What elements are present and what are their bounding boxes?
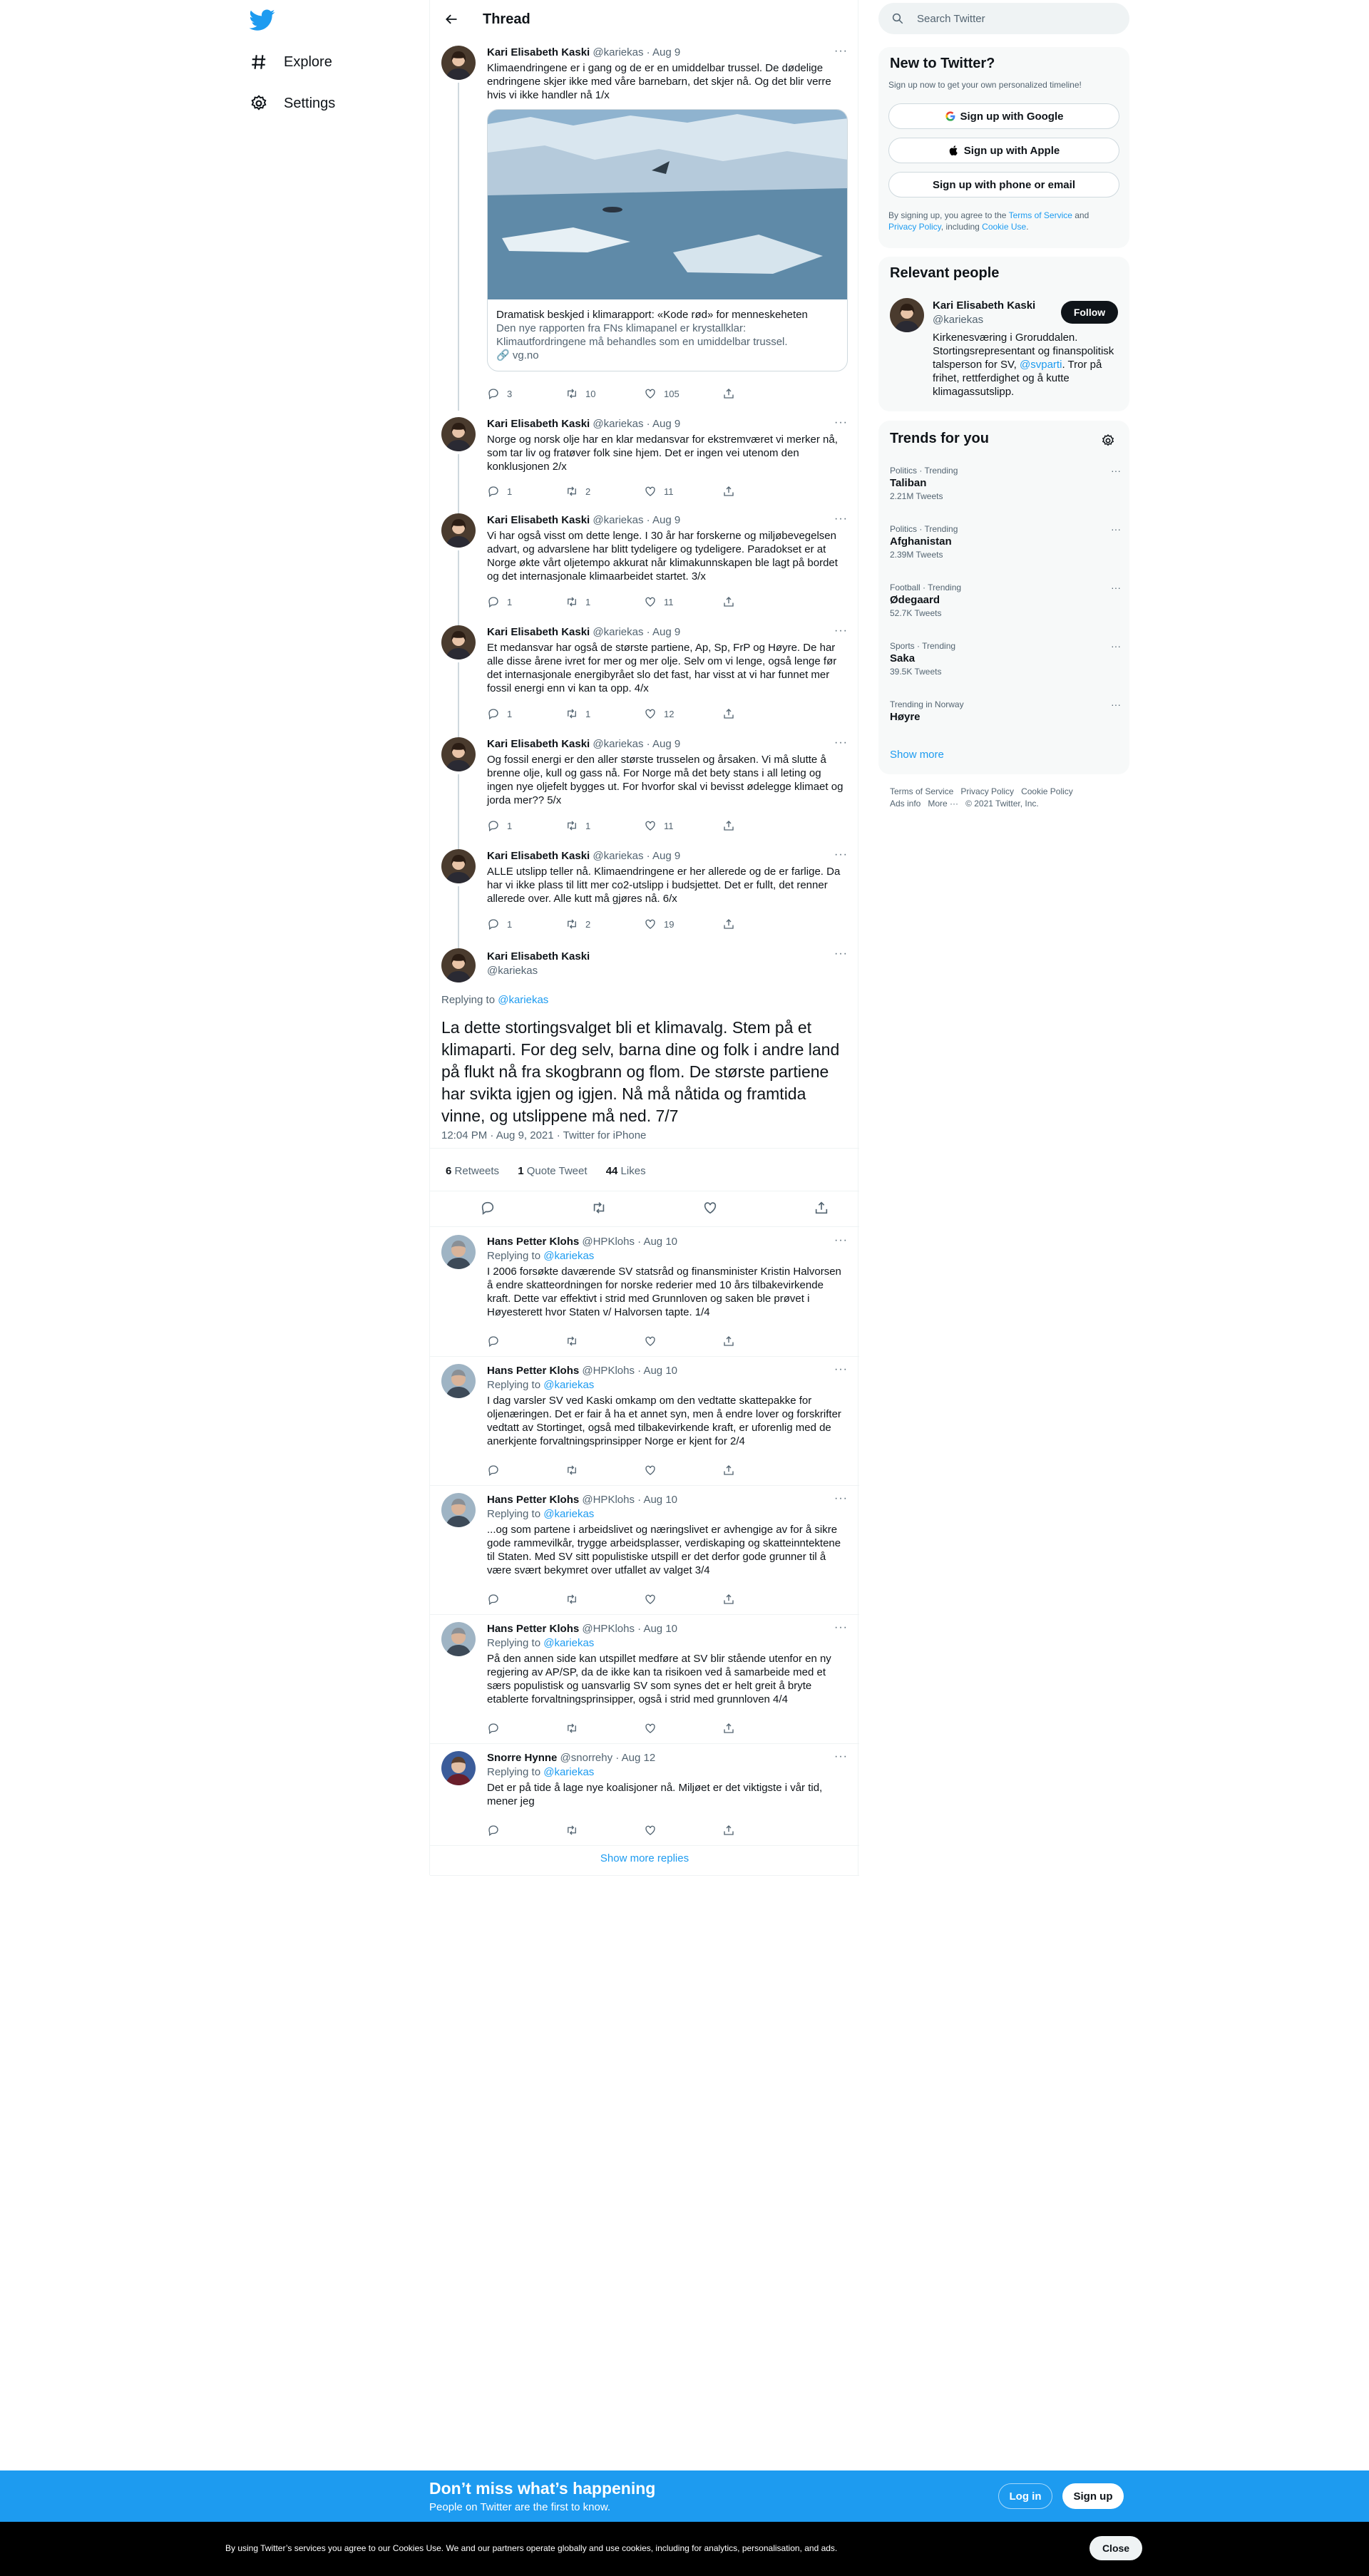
share-icon — [722, 1824, 735, 1837]
author-handle-date: @kariekas · Aug 9 — [593, 626, 681, 638]
author-handle-date: @HPKlohs · Aug 10 — [582, 1623, 678, 1635]
signup-apple-button[interactable]: Sign up with Apple — [888, 138, 1119, 163]
author-handle-date: @snorrehy · Aug 12 — [560, 1752, 656, 1764]
trend-item[interactable]: Sports · Trending Saka 39.5K Tweets ··· — [890, 640, 1121, 677]
author-name[interactable]: Kari Elisabeth Kaski — [487, 46, 590, 58]
share-button[interactable] — [722, 387, 801, 400]
tos-link[interactable]: Terms of Service — [1008, 210, 1072, 220]
trend-item[interactable]: Football · Trending Ødegaard 52.7K Tweets ··· — [890, 582, 1121, 618]
gear-icon — [250, 94, 268, 113]
login-button[interactable]: Log in — [998, 2483, 1052, 2509]
thread-header — [430, 0, 858, 39]
share-button[interactable] — [722, 707, 801, 720]
page-title: Thread — [483, 11, 530, 27]
nav-settings[interactable] — [250, 88, 335, 119]
tweet-text: Og fossil energi er den aller største trusselen og årsaken. Vi må slutte å brenne olje, kull og gass nå. For Norge må det bety stans i all leting og ingen nye oljefelt bygges ut. For hvorfor skal vi bevisst ødelegge klimaet og jorda mer?? 5/x — [487, 754, 844, 806]
retweet-icon — [565, 485, 578, 498]
hashtag-icon — [250, 53, 268, 71]
tweet-actions — [487, 819, 801, 832]
heart-icon — [644, 1824, 657, 1837]
like-button[interactable]: 105 — [644, 387, 722, 400]
signup-legal: By signing up, you agree to the Terms of Service and Privacy Policy, including Cookie Use. — [888, 210, 1089, 232]
share-button[interactable] — [722, 1464, 801, 1477]
author-handle-date: @kariekas · Aug 9 — [593, 46, 681, 58]
quotes-stat[interactable]: 1 Quote Tweet — [518, 1165, 588, 1177]
avatar[interactable] — [441, 1364, 476, 1398]
retweet-button[interactable] — [565, 1824, 644, 1837]
twitter-logo-icon[interactable] — [250, 7, 275, 33]
retweet-button[interactable]: 1 — [565, 819, 644, 832]
share-button[interactable] — [722, 1722, 801, 1735]
reply-icon — [487, 819, 500, 832]
reply-button[interactable] — [487, 1722, 565, 1735]
author-handle-date: @kariekas · Aug 9 — [593, 514, 681, 526]
avatar[interactable] — [441, 1622, 476, 1656]
author-name[interactable]: Kari Elisabeth Kaski — [487, 738, 590, 750]
cookie-link[interactable]: Cookie Use — [982, 222, 1027, 232]
relevant-name[interactable]: Kari Elisabeth Kaski — [933, 299, 1036, 312]
gear-icon[interactable] — [1101, 433, 1115, 448]
share-icon — [722, 1335, 735, 1348]
retweets-stat[interactable]: 6 Retweets — [446, 1165, 500, 1177]
heart-icon — [644, 918, 657, 930]
more-options-icon[interactable]: ··· — [834, 948, 848, 960]
card-description: Den nye rapporten fra FNs klimapanel er krystallklar: Klimautfordringene må behandles som en umiddelbar trussel. — [496, 322, 788, 348]
reply-icon — [487, 1335, 500, 1348]
avatar[interactable] — [441, 1235, 476, 1269]
like-button[interactable]: 19 — [644, 918, 722, 930]
footer-cookie[interactable]: Cookie Policy — [1021, 786, 1073, 796]
main-tweet-text: La dette stortingsvalget bli et klimavalg. Stem på et klimaparti. For deg selv, barna dine og folk i andre land på flukt nå fra skogbrann og flom. De største partiene har svikta igjen og igjen. Nå må nåtida og framtida vinne, og utslippene må ned. 7/7 — [441, 1018, 840, 1125]
relevant-handle[interactable]: @kariekas — [933, 314, 984, 326]
reply-icon[interactable] — [480, 1200, 496, 1216]
card-domain: 🔗 vg.no — [496, 349, 539, 361]
trend-more-icon[interactable]: ··· — [1111, 582, 1121, 593]
avatar[interactable] — [441, 849, 476, 883]
trend-more-icon[interactable]: ··· — [1111, 523, 1121, 535]
replying-to: Replying to @kariekas — [487, 1766, 595, 1778]
follow-button[interactable]: Follow — [1061, 301, 1118, 324]
author-name[interactable]: Kari Elisabeth Kaski — [487, 850, 590, 862]
apple-icon — [948, 145, 960, 156]
trend-more-icon[interactable]: ··· — [1111, 699, 1121, 710]
reply-icon — [487, 595, 500, 608]
like-button[interactable] — [644, 1722, 722, 1735]
retweet-button[interactable] — [565, 1593, 644, 1606]
trend-item[interactable]: Trending in Norway Høyre ··· — [890, 699, 1121, 723]
tweet-actions — [487, 918, 801, 930]
tweet-text: Et medansvar har også de største partiene, Ap, Sp, FrP og Høyre. De har alle disse årene ivret for mer og mer olje. Selv om vi lenge, også lenge før det internasjonale energibyrået slo det fast, har visst at vi har funnet mer fossil energi enn vi kan ta opp. 4/x — [487, 642, 837, 694]
share-icon — [722, 595, 735, 608]
trends-panel — [878, 421, 1129, 774]
more-options-icon[interactable]: ··· — [834, 416, 848, 429]
trend-item[interactable]: Politics · Trending Afghanistan 2.39M Tweets ··· — [890, 523, 1121, 560]
show-more-replies[interactable]: Show more replies — [600, 1852, 689, 1864]
heart-icon — [644, 485, 657, 498]
nav-explore-label: Explore — [284, 53, 332, 70]
more-options-icon[interactable]: ··· — [834, 1492, 848, 1504]
signup-google-button[interactable]: Sign up with Google — [888, 103, 1119, 129]
more-options-icon[interactable]: ··· — [834, 848, 848, 861]
replying-to: Replying to @kariekas — [441, 994, 549, 1006]
avatar[interactable] — [890, 298, 924, 332]
avatar[interactable] — [441, 417, 476, 451]
share-icon — [722, 1593, 735, 1606]
author-name[interactable]: Snorre Hynne — [487, 1752, 558, 1764]
replying-to-link[interactable]: @kariekas — [543, 1637, 595, 1649]
share-icon — [722, 1464, 735, 1477]
tweet-actions — [487, 1464, 801, 1477]
reply-icon — [487, 387, 500, 400]
heart-icon — [644, 1335, 657, 1348]
author-handle-date: @HPKlohs · Aug 10 — [582, 1365, 678, 1377]
retweet-button[interactable] — [565, 1464, 644, 1477]
reply-icon — [487, 485, 500, 498]
retweet-icon — [565, 707, 578, 720]
reply-button[interactable]: 3 — [487, 387, 565, 400]
cookie-close-button[interactable]: Close — [1089, 2536, 1142, 2560]
like-button[interactable]: 12 — [644, 707, 722, 720]
likes-stat[interactable]: 44 Likes — [605, 1165, 646, 1177]
more-options-icon[interactable]: ··· — [834, 1750, 848, 1762]
share-button[interactable] — [722, 819, 801, 832]
thread-column — [429, 0, 858, 1875]
retweet-button[interactable]: 1 — [565, 707, 644, 720]
search-input[interactable]: Search Twitter — [917, 12, 985, 25]
share-button[interactable] — [722, 1593, 801, 1606]
retweet-icon — [565, 1722, 578, 1735]
tweet-actions — [487, 387, 801, 400]
cookie-bar — [0, 2522, 1369, 2576]
retweet-icon — [565, 595, 578, 608]
like-button[interactable]: 11 — [644, 485, 722, 498]
replying-to: Replying to @kariekas — [487, 1379, 595, 1391]
retweet-icon — [565, 387, 578, 400]
author-handle-date: @kariekas · Aug 9 — [593, 418, 681, 430]
heart-icon — [644, 1722, 657, 1735]
trends-show-more[interactable]: Show more — [890, 749, 944, 761]
reply-button[interactable] — [487, 1464, 565, 1477]
retweet-button[interactable]: 2 — [565, 485, 644, 498]
reply-icon — [487, 1824, 500, 1837]
footer-links — [890, 786, 1125, 810]
relevant-bio: Kirkenesværing i Groruddalen. Stortingsrepresentant og finanspolitisk talsperson for SV, @svparti. Tror på frihet, rettferdighet og å kutte klimagassutslipp. — [933, 332, 1114, 398]
more-options-icon[interactable]: ··· — [834, 737, 848, 749]
share-icon — [722, 918, 735, 930]
heart-icon — [644, 707, 657, 720]
trend-more-icon[interactable]: ··· — [1111, 640, 1121, 652]
footer-ads[interactable]: Ads info — [890, 799, 921, 809]
author-name[interactable]: Hans Petter Klohs — [487, 1236, 580, 1248]
search-box[interactable] — [878, 3, 1129, 34]
share-button[interactable] — [722, 1335, 801, 1348]
more-options-icon[interactable]: ··· — [834, 1234, 848, 1246]
privacy-link[interactable]: Privacy Policy — [888, 222, 941, 232]
share-icon — [722, 387, 735, 400]
tweet-actions — [487, 485, 801, 498]
more-options-icon[interactable]: ··· — [834, 1621, 848, 1633]
replying-to-link[interactable]: @kariekas — [543, 1250, 595, 1262]
link-card[interactable] — [487, 109, 848, 371]
heart-icon — [644, 1593, 657, 1606]
replying-to-link[interactable]: @kariekas — [543, 1379, 595, 1391]
retweet-icon[interactable] — [591, 1200, 607, 1216]
retweet-button[interactable]: 10 — [565, 387, 644, 400]
retweet-button[interactable] — [565, 1722, 644, 1735]
retweet-button[interactable]: 1 — [565, 595, 644, 608]
replying-to: Replying to @kariekas — [487, 1637, 595, 1649]
search-icon — [891, 12, 904, 25]
card-title: Dramatisk beskjed i klimarapport: «Kode rød» for menneskeheten — [496, 309, 808, 321]
signup-button[interactable]: Sign up — [1062, 2483, 1124, 2509]
author-handle-date: @kariekas · Aug 9 — [593, 738, 681, 750]
heart-icon — [644, 819, 657, 832]
author-handle-date: @HPKlohs · Aug 10 — [582, 1236, 678, 1248]
retweet-button[interactable]: 2 — [565, 918, 644, 930]
more-options-icon[interactable]: ··· — [834, 625, 848, 637]
share-icon[interactable] — [814, 1200, 829, 1216]
heart-icon — [644, 1464, 657, 1477]
like-button[interactable] — [644, 1824, 722, 1837]
share-icon — [722, 707, 735, 720]
trend-item[interactable]: Politics · Trending Taliban 2.21M Tweets ··· — [890, 465, 1121, 501]
tweet-text: ...og som partene i arbeidslivet og næringslivet er avhengige av for å sikre gode rammevilkår, trygge arbeidsplasser, verdiskaping og skatteinntektene til Staten. Med SV sitt populistiske utspill er det derfor gode grunner til å være svært bekymret over utfallet av valget 3/4 — [487, 1524, 841, 1576]
replying-to-link[interactable]: @kariekas — [543, 1508, 595, 1520]
share-button[interactable] — [722, 595, 801, 608]
footer-privacy[interactable]: Privacy Policy — [960, 786, 1015, 796]
footer-copyright: © 2021 Twitter, Inc. — [965, 799, 1039, 809]
avatar[interactable] — [441, 46, 476, 80]
relevant-people-panel — [878, 257, 1129, 411]
author-handle-date: @HPKlohs · Aug 10 — [582, 1494, 678, 1506]
author-name[interactable]: Kari Elisabeth Kaski — [487, 418, 590, 430]
author-name[interactable]: Hans Petter Klohs — [487, 1494, 580, 1506]
retweet-icon — [565, 819, 578, 832]
reply-button[interactable]: 1 — [487, 819, 565, 832]
avatar[interactable] — [441, 737, 476, 771]
retweet-icon — [565, 1335, 578, 1348]
tweet-actions — [487, 1335, 801, 1348]
more-options-icon[interactable]: ··· — [834, 1363, 848, 1375]
trends-title: Trends for you — [890, 431, 989, 446]
like-button[interactable] — [644, 1335, 722, 1348]
more-options-icon[interactable]: ··· — [834, 45, 848, 57]
tweet-actions — [487, 1593, 801, 1606]
author-name[interactable]: Kari Elisabeth Kaski — [487, 626, 590, 638]
author-name[interactable]: Kari Elisabeth Kaski — [487, 514, 590, 526]
tweet-text: I 2006 forsøkte daværende SV statsråd og finansminister Kristin Halvorsen å endre skatteordningen for norske rederier med 10 års tilbakevirkende kraft. Dette var effektivt i strid med Grunnloven og saken ble prøvet i Høyesterett hvor Staten v/ Halvorsen tapte. 1/4 — [487, 1266, 841, 1318]
like-button[interactable]: 11 — [644, 819, 722, 832]
like-button[interactable] — [644, 1464, 722, 1477]
reply-button[interactable] — [487, 1593, 565, 1606]
heart-icon[interactable] — [702, 1200, 718, 1216]
reply-icon — [487, 1722, 500, 1735]
banner-title: Don’t miss what’s happening — [429, 2479, 656, 2498]
reply-button[interactable]: 1 — [487, 707, 565, 720]
signup-phone-button[interactable]: Sign up with phone or email — [888, 172, 1119, 197]
tweet-text: I dag varsler SV ved Kaski omkamp om den vedtatte skattepakke for oljenæringen. Det er fair å ha et annet syn, men å endre lover og forskrifter vedtatt av Stortinget, også med tilbakevirkende kraft, er uforenlig med de anerkjente forvaltningsprinsipper Norge er kjent for 2/4 — [487, 1395, 841, 1447]
avatar[interactable] — [441, 625, 476, 660]
signup-banner — [0, 2470, 1369, 2522]
share-icon — [722, 1722, 735, 1735]
tweet-timestamp[interactable]: 12:04 PM · Aug 9, 2021 · Twitter for iPhone — [441, 1129, 647, 1141]
tweet-text: Det er på tide å lage nye koalisjoner nå. Miljøet er det viktigste i vår tid, mener jeg — [487, 1782, 823, 1807]
share-button[interactable] — [722, 918, 801, 930]
retweet-icon — [565, 1464, 578, 1477]
retweet-icon — [565, 1824, 578, 1837]
trend-more-icon[interactable]: ··· — [1111, 465, 1121, 476]
share-button[interactable] — [722, 485, 801, 498]
signup-subtitle: Sign up now to get your own personalized timeline! — [888, 80, 1082, 90]
main-tweet-actions — [480, 1200, 829, 1216]
reply-button[interactable] — [487, 1335, 565, 1348]
like-button[interactable]: 11 — [644, 595, 722, 608]
tweet-actions — [487, 595, 801, 608]
reply-icon — [487, 918, 500, 930]
footer-more[interactable]: More ··· — [928, 799, 959, 809]
retweet-button[interactable] — [565, 1335, 644, 1348]
replying-to: Replying to @kariekas — [487, 1250, 595, 1262]
cookie-text: By using Twitter’s services you agree to our Cookies Use. We and our partners operate globally and use cookies, including for analytics, personalisation, and ads. — [225, 2543, 838, 2553]
reply-icon — [487, 1464, 500, 1477]
author-handle[interactable]: @kariekas — [487, 965, 538, 977]
back-arrow-icon[interactable] — [444, 12, 458, 26]
reply-icon — [487, 1593, 500, 1606]
more-options-icon[interactable]: ··· — [834, 513, 848, 525]
author-name[interactable]: Hans Petter Klohs — [487, 1623, 580, 1635]
tweet-text: Norge og norsk olje har en klar medansvar for ekstremværet vi merker nå, som tar liv og fratøver folk sine hjem. Det er ingen vei utenom den konklusjonen 2/x — [487, 433, 838, 473]
tweet-text: ALLE utslipp teller nå. Klimaendringene er her allerede og de er farlige. Da har vi ikke plass til litt mer co2-utslipp i budsjettet. Det er fullt, det renner allerede over. Alle kutt må gjøres nå. 6/x — [487, 866, 841, 905]
replying-to-link[interactable]: @kariekas — [498, 994, 549, 1006]
nav-explore[interactable] — [250, 46, 332, 78]
heart-icon — [644, 387, 657, 400]
signup-title: New to Twitter? — [890, 56, 995, 71]
link-icon: 🔗 — [496, 349, 510, 361]
avatar[interactable] — [441, 1751, 476, 1785]
author-handle-date: @kariekas · Aug 9 — [593, 850, 681, 862]
heart-icon — [644, 595, 657, 608]
bio-mention-link[interactable]: @svparti — [1020, 359, 1062, 371]
share-icon — [722, 485, 735, 498]
reply-button[interactable]: 1 — [487, 918, 565, 930]
avatar[interactable] — [441, 948, 476, 982]
tweet-text: Vi har også visst om dette lenge. I 30 år har forskerne og miljøbevegelsen advart, og advarslene har blitt tydeligere og tydeligere. Paradokset er at Norge økte vårt oljetempo akkurat når klimakunnskapen ble lagt på bordet og det internasjonale klimaarbeidet startet. 3/x — [487, 530, 838, 583]
nav-settings-label: Settings — [284, 95, 336, 111]
google-icon — [945, 111, 956, 122]
retweet-icon — [565, 918, 578, 930]
tweet-actions — [487, 1824, 801, 1837]
share-button[interactable] — [722, 1824, 801, 1837]
banner-subtitle: People on Twitter are the first to know. — [429, 2501, 611, 2513]
like-button[interactable] — [644, 1593, 722, 1606]
relevant-title: Relevant people — [890, 265, 1000, 281]
share-icon — [722, 819, 735, 832]
replying-to-link[interactable]: @kariekas — [543, 1766, 595, 1778]
reply-icon — [487, 707, 500, 720]
tweet-text: Klimaendringene er i gang og de er en umiddelbar trussel. De dødelige endringene skjer ikke med våre barnebarn, det skjer nå. Og det blir verre hvis vi ikke handler nå 1/x — [487, 62, 831, 101]
reply-button[interactable]: 1 — [487, 485, 565, 498]
tweet-actions — [487, 707, 801, 720]
card-image-iceberg — [488, 110, 848, 299]
retweet-icon — [565, 1593, 578, 1606]
avatar[interactable] — [441, 1493, 476, 1527]
reply-button[interactable]: 1 — [487, 595, 565, 608]
signup-panel — [878, 47, 1129, 248]
reply-button[interactable] — [487, 1824, 565, 1837]
tweet-actions — [487, 1722, 801, 1735]
tweet-stats — [446, 1165, 646, 1177]
author-name[interactable]: Kari Elisabeth Kaski — [487, 950, 590, 963]
footer-terms[interactable]: Terms of Service — [890, 786, 954, 796]
tweet-text: På den annen side kan utspillet medføre at SV blir stående utenfor en ny regjering av AP/SP, da de ikke kan ta risikoen ved å samarbeide med et særs populistisk og uansvarlig SV som synes det er helt greit å bryte etablerte forvaltningsprinsipper, også i strid med grunnloven 4/4 — [487, 1653, 831, 1705]
replying-to: Replying to @kariekas — [487, 1508, 595, 1520]
avatar[interactable] — [441, 513, 476, 548]
author-name[interactable]: Hans Petter Klohs — [487, 1365, 580, 1377]
